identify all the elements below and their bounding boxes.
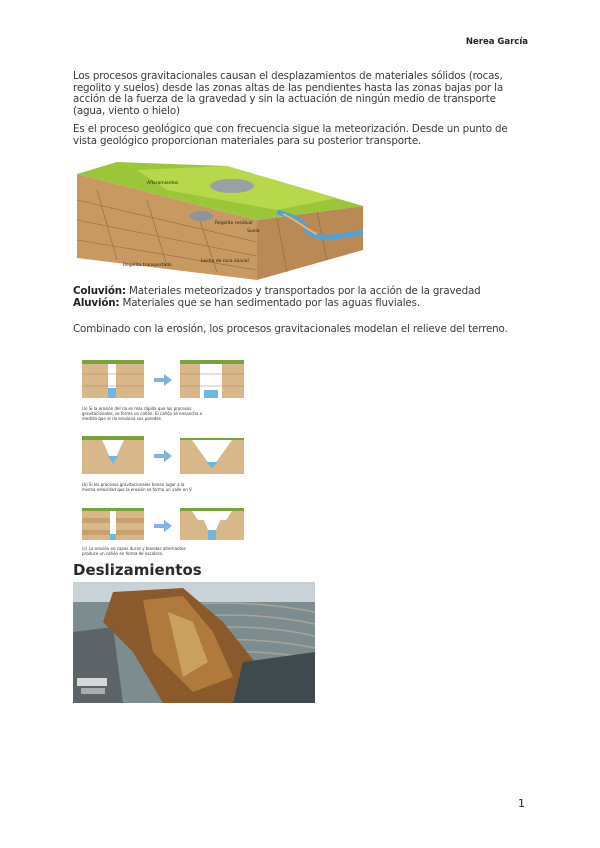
term-coluvion: Coluvión: <box>73 285 126 297</box>
page-number: 1 <box>518 797 525 810</box>
label-regolito-residual: Regolito residual <box>215 221 253 226</box>
definition-coluvion <box>73 286 528 298</box>
label-afloramientos: Afloramientos <box>147 181 179 186</box>
diagram-a <box>82 360 244 421</box>
relief-paragraph: Combinado con la erosión, los procesos gravitacionales modelan el relieve del terreno. <box>73 323 508 335</box>
intro-paragraph-1: Los procesos gravitacionales causan el desplazamientos de materiales sólidos (rocas, regolito y suelos) desde las zonas altas de las pendientes hasta las zonas bajas por la acción de la fuerza de la gravedad y sin la actuación de ningún medio de transporte (agua, viento o hielo) <box>73 70 503 117</box>
landslide-photo <box>73 582 315 703</box>
label-lecho-roca: Lecho de roca aluvial <box>201 259 249 264</box>
diagram-c <box>82 508 244 556</box>
author-name: Nerea García <box>465 37 528 47</box>
caption-c: (c) La erosión en capas duras y blandas alternantes produce un cañón en forma de escalera. <box>82 546 186 556</box>
caption-b: (b) Si los procesos gravitacionales tienen lugar a la misma velocidad que la erosión se forma un valle en V. <box>82 482 193 492</box>
label-suelo: Suelo <box>247 229 260 234</box>
text-aluvion: Materiales que se han sedimentado por las aguas fluviales. <box>122 297 420 309</box>
text-coluvion: Materiales meteorizados y transportados por la acción de la gravedad <box>129 285 481 297</box>
label-regolito-transportado: Regolito transportado <box>123 263 172 268</box>
intro-paragraph-2: Es el proceso geológico que con frecuencia sigue la meteorización. Desde un punto de vista geológico proporcionan materiales para su posterior transporte. <box>73 123 508 147</box>
caption-a: (a) Si la erosión del río es más rápida que los procesos gravitacionales, se forma un cañón. El cañón se ensancha a medida que el río erosiona sus paredes. <box>82 406 203 421</box>
valley-formation-diagrams <box>80 352 250 557</box>
diagram-b <box>82 436 244 492</box>
term-aluvion: Aluvión: <box>73 297 120 309</box>
definition-aluvion <box>73 298 528 310</box>
slope-block-diagram <box>77 160 363 282</box>
section-title-deslizamientos: Deslizamientos <box>73 561 202 579</box>
